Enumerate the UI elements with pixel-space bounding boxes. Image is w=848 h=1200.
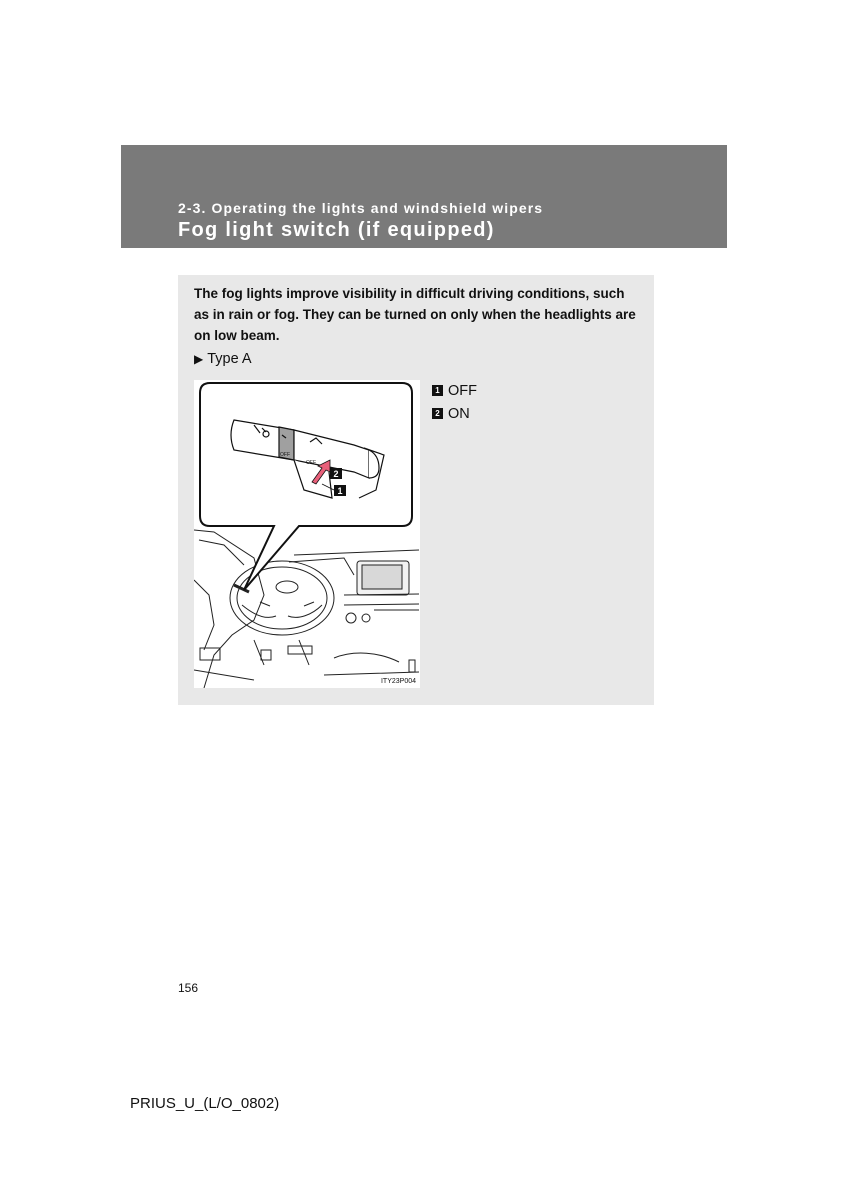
callout-2-text: 2 xyxy=(333,469,339,479)
fog-light-switch-illustration xyxy=(194,380,420,688)
legend-list xyxy=(432,379,477,425)
callout-1-text: 1 xyxy=(337,486,343,496)
dashboard-drawing xyxy=(194,530,419,688)
footer-doc-code: PRIUS_U_(L/O_0802) xyxy=(130,1095,280,1112)
content-box xyxy=(178,275,654,705)
number-2-icon: 2 xyxy=(432,408,443,419)
header-bar xyxy=(121,145,727,248)
number-1-icon: 1 xyxy=(432,385,443,396)
type-label xyxy=(194,351,252,367)
switch-marking-off-1: OFF xyxy=(280,452,290,458)
legend-item xyxy=(432,379,477,402)
page-number: 156 xyxy=(178,981,199,995)
triangle-right-icon: ▶ xyxy=(194,352,204,366)
illustration-svg xyxy=(194,380,420,688)
legend-item xyxy=(432,402,477,425)
legend-label: OFF xyxy=(448,382,477,399)
legend-label: ON xyxy=(448,405,470,422)
type-label-text: Type A xyxy=(207,351,252,367)
page-title: Fog light switch (if equipped) xyxy=(178,219,495,241)
intro-text: The fog lights improve visibility in difficult driving conditions, such as in rain or fog. They can be turned on only when the headlights are on low beam. xyxy=(194,286,636,343)
switch-marking-off-2: OFF xyxy=(306,460,316,466)
figure-code: ITY23P004 xyxy=(380,678,416,685)
section-title: 2-3. Operating the lights and windshield wipers xyxy=(178,200,544,216)
